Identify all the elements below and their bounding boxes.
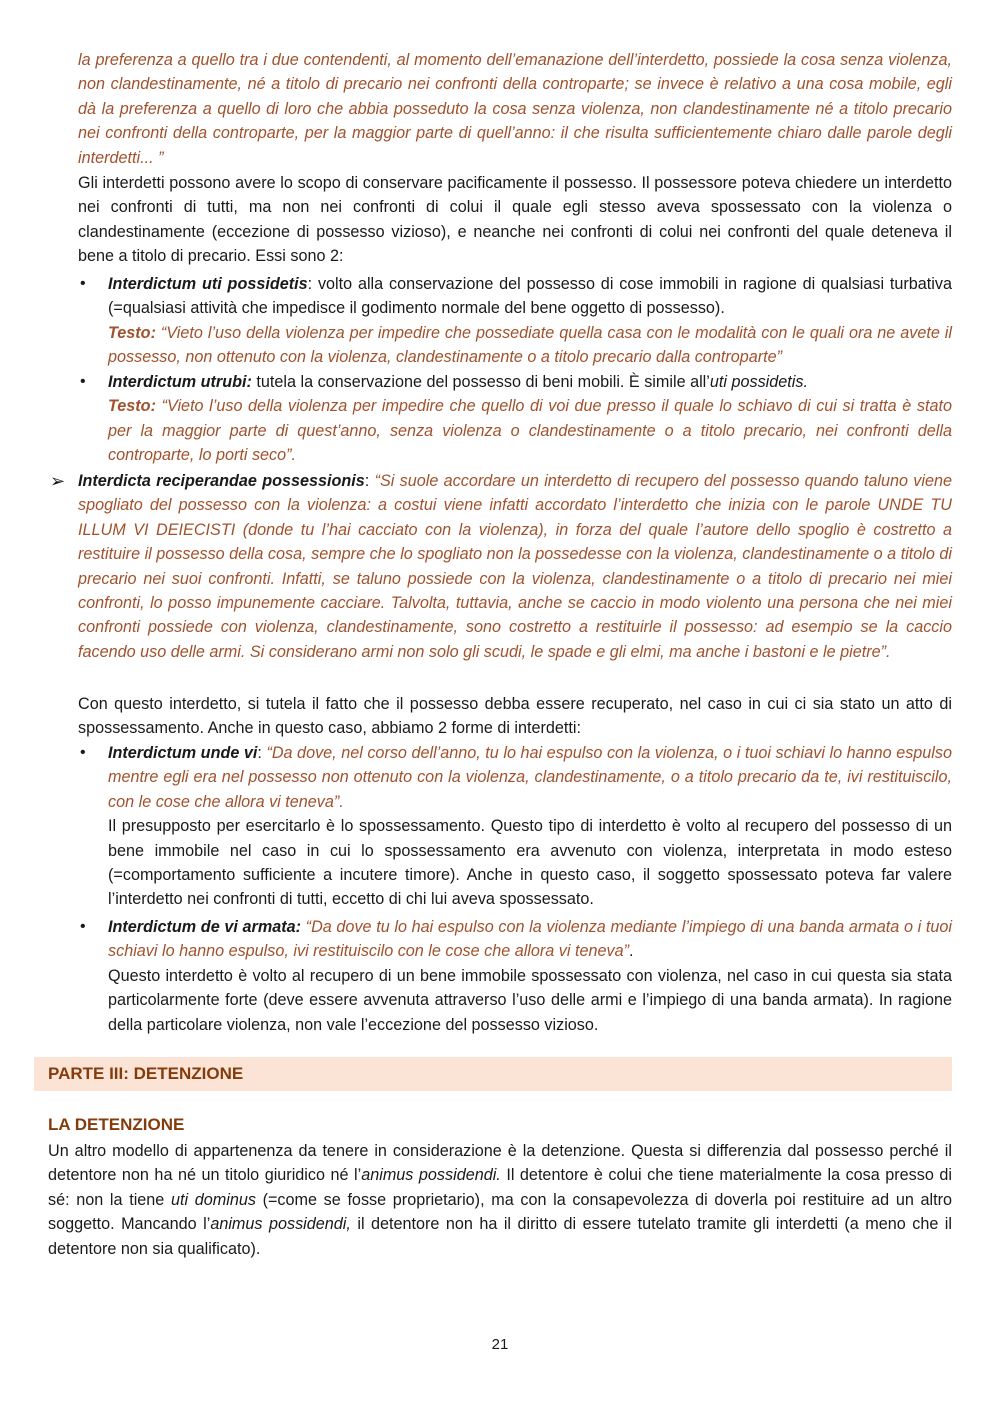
testo-label: Testo: <box>108 323 156 342</box>
item-uti-possidetis <box>108 272 952 370</box>
bullet-icon: • <box>80 373 86 390</box>
item-de-vi-armata <box>108 915 952 1037</box>
testo-label: Testo: <box>108 397 156 416</box>
armata-description: Questo interdetto è volto al recupero di un bene immobile spossessato con violenza, nel caso in cui questa sia stata particolarmente forte (deve essere avvenuta attraverso l’uso delle armi e l’impiego di una banda armata). In ragione della particolare violenza, non vale l’eccezione del possesso vizioso. <box>108 966 952 1034</box>
unde-vi-description: Il presupposto per esercitarlo è lo spossessamento. Questo tipo di interdetto è volto al recupero del possesso di un bene immobile nel caso in cui lo spossessamento era avvenuto con violenza, interpretata in modo esteso (=comportamento sufficiente a incutere timore). Anche in questo caso, il soggetto spossessato poteva far valere l’interdetto nei confronti di tutti, eccetto di chi lui aveva spossessato. <box>108 817 952 909</box>
detenzione-text-4: il detentore non ha il diritto di essere tutelato tramite gli interdetti (a meno che il detentore non sia qualificato). <box>48 1215 952 1258</box>
term-unde-vi: Interdictum unde vi <box>108 744 258 762</box>
paragraph-detenzione <box>48 1139 952 1261</box>
item-reciperandae <box>78 469 952 664</box>
section-header-bar <box>34 1057 952 1091</box>
section-title: PARTE III: DETENZIONE <box>48 1064 244 1083</box>
unde-vi-quote: “Da dove, nel corso dell’anno, tu lo hai espulso con la violenza, o i tuoi schiavi lo hanno espulso mentre egli era nel possesso non ottenuto con la violenza, clandestinamente, o a titolo precario da te, ivi restituiscilo, con le cose che allora vi teneva”. <box>108 744 952 811</box>
armata-dot: . <box>628 942 634 961</box>
armata-quote: “Da dove tu lo hai espulso con la violenza mediante l’impiego di una banda armata o i tuoi schiavi lo hanno espulso, ivi restituiscilo con le cose che allora vi teneva” <box>108 918 952 961</box>
bullet-icon: • <box>80 744 86 761</box>
intro-quote: la preferenza a quello tra i due contendenti, al momento dell’emanazione dell’interdetto, possiede la cosa senza violenza, non clandestinamente, né a titolo di precario nei confronti della controparte; se invece è relativo a una cosa mobile, egli dà la preferenza a quello di loro che abbia posseduto la cosa senza violenza, non clandestinamente né a titolo precario nei confronti della controparte, per la maggior parte di quell’anno: il che risulta sufficientemente chiaro dalle parole degli interdetti... ” <box>78 51 952 167</box>
reciperandae-colon: : <box>364 472 375 490</box>
detenzione-italic-3: animus possidendi, <box>210 1215 351 1234</box>
uti-testo: “Vieto l’uso della violenza per impedire che possediate quella casa con le modalità con le quali ora ne avete il possesso, non ottenuto con la violenza, clandestinamente o a titolo precario dalla controparte” <box>108 323 952 367</box>
utrubi-testo: “Vieto l’uso della violenza per impedire che quello di voi due presso il quale lo schiavo di cui si tratta è stato per la maggior parte di quest’anno, senza violenza o clandestinamente o a titolo precario, nei confronti della controparte, lo porti seco”. <box>108 397 952 465</box>
term-de-vi-armata: Interdictum de vi armata: <box>108 918 302 936</box>
detenzione-italic-1: animus possidendi. <box>361 1166 501 1185</box>
utrubi-description-italic: uti possidetis. <box>709 373 808 391</box>
detenzione-text-3: (=come se fosse proprietario), ma con la consapevolezza di doverla poi restituire ad un altro soggetto. Mancando l’ <box>48 1190 953 1234</box>
detenzione-italic-2: uti dominus <box>170 1190 256 1209</box>
paragraph-recupero: Con questo interdetto, si tutela il fatto che il possesso debba essere recuperato, nel caso in cui ci sia stato un atto di spossessamento. Anche in questo caso, abbiamo 2 forme di interdetti: <box>78 695 952 738</box>
paragraph-conservare: Gli interdetti possono avere lo scopo di conservare pacificamente il possesso. Il possessore poteva chiedere un interdetto nei confronti di tutti, ma non nei confronti di colui il quale egli stesso aveva spossessato con la violenza o clandestinamente (eccezione di possesso vizioso), e neanche nei confronti di colui nei confronti del quale deteneva il bene a titolo di precario. Essi sono 2: <box>78 174 952 266</box>
bullet-icon: • <box>80 275 86 292</box>
term-utrubi: Interdictum utrubi: <box>108 373 252 391</box>
reciperandae-quote: “Si suole accordare un interdetto di recupero del possesso quando taluno viene spogliato del possesso con la violenza: a costui viene infatti accordato l’interdetto che inizia con le parole UNDE TU ILLUM VI DEIECISTI (donde tu l’hai cacciato con la violenza), in forza del quale l’autore dello spoglio è costretto a restituire il possesso della cosa, sempre che lo spogliato non la possedesse con la violenza, clandestinamente o a titolo di precario nei suoi confronti. Infatti, se taluno possiede con la violenza, clandestinamente o a titolo di precario nei miei confronti, lo posso impunemente cacciare. Talvolta, tuttavia, anche se caccio in modo violento una persona che nei miei confronti possiede con violenza, clandestinamente, sono costretto a restituirle il possesso: ad esempio se la caccio facendo uso delle armi. Si considerano armi non solo gli scudi, le spade e gli elmi, ma anche i bastoni e le pietre”. <box>78 472 952 661</box>
unde-vi-colon: : <box>257 744 267 762</box>
utrubi-description: tutela la conservazione del possesso di beni mobili. È simile all’ <box>251 373 710 391</box>
subheading-detenzione: LA DETENZIONE <box>48 1115 185 1134</box>
detenzione-text-1: Un altro modello di appartenenza da tenere in considerazione è la detenzione. Questa si differenzia dal possesso perché il detentore non ha né un titolo giuridico né l’ <box>48 1142 952 1185</box>
arrow-bullet-icon: ➢ <box>50 471 66 491</box>
term-uti-possidetis: Interdictum uti possidetis <box>108 275 308 293</box>
page-number: 21 <box>491 1336 509 1353</box>
term-reciperandae: Interdicta reciperandae possessionis <box>78 472 365 490</box>
uti-description: : volto alla conservazione del possesso di cose immobili in ragione di qualsiasi turbativa (=qualsiasi attività che impedisce il godimento normale del bene oggetto di possesso). <box>108 275 952 318</box>
bullet-icon: • <box>80 918 86 935</box>
detenzione-text-2: Il detentore è colui che tiene materialmente la cosa presso di sé: non la tiene <box>48 1166 952 1209</box>
item-utrubi <box>108 370 952 468</box>
item-unde-vi <box>108 741 952 912</box>
